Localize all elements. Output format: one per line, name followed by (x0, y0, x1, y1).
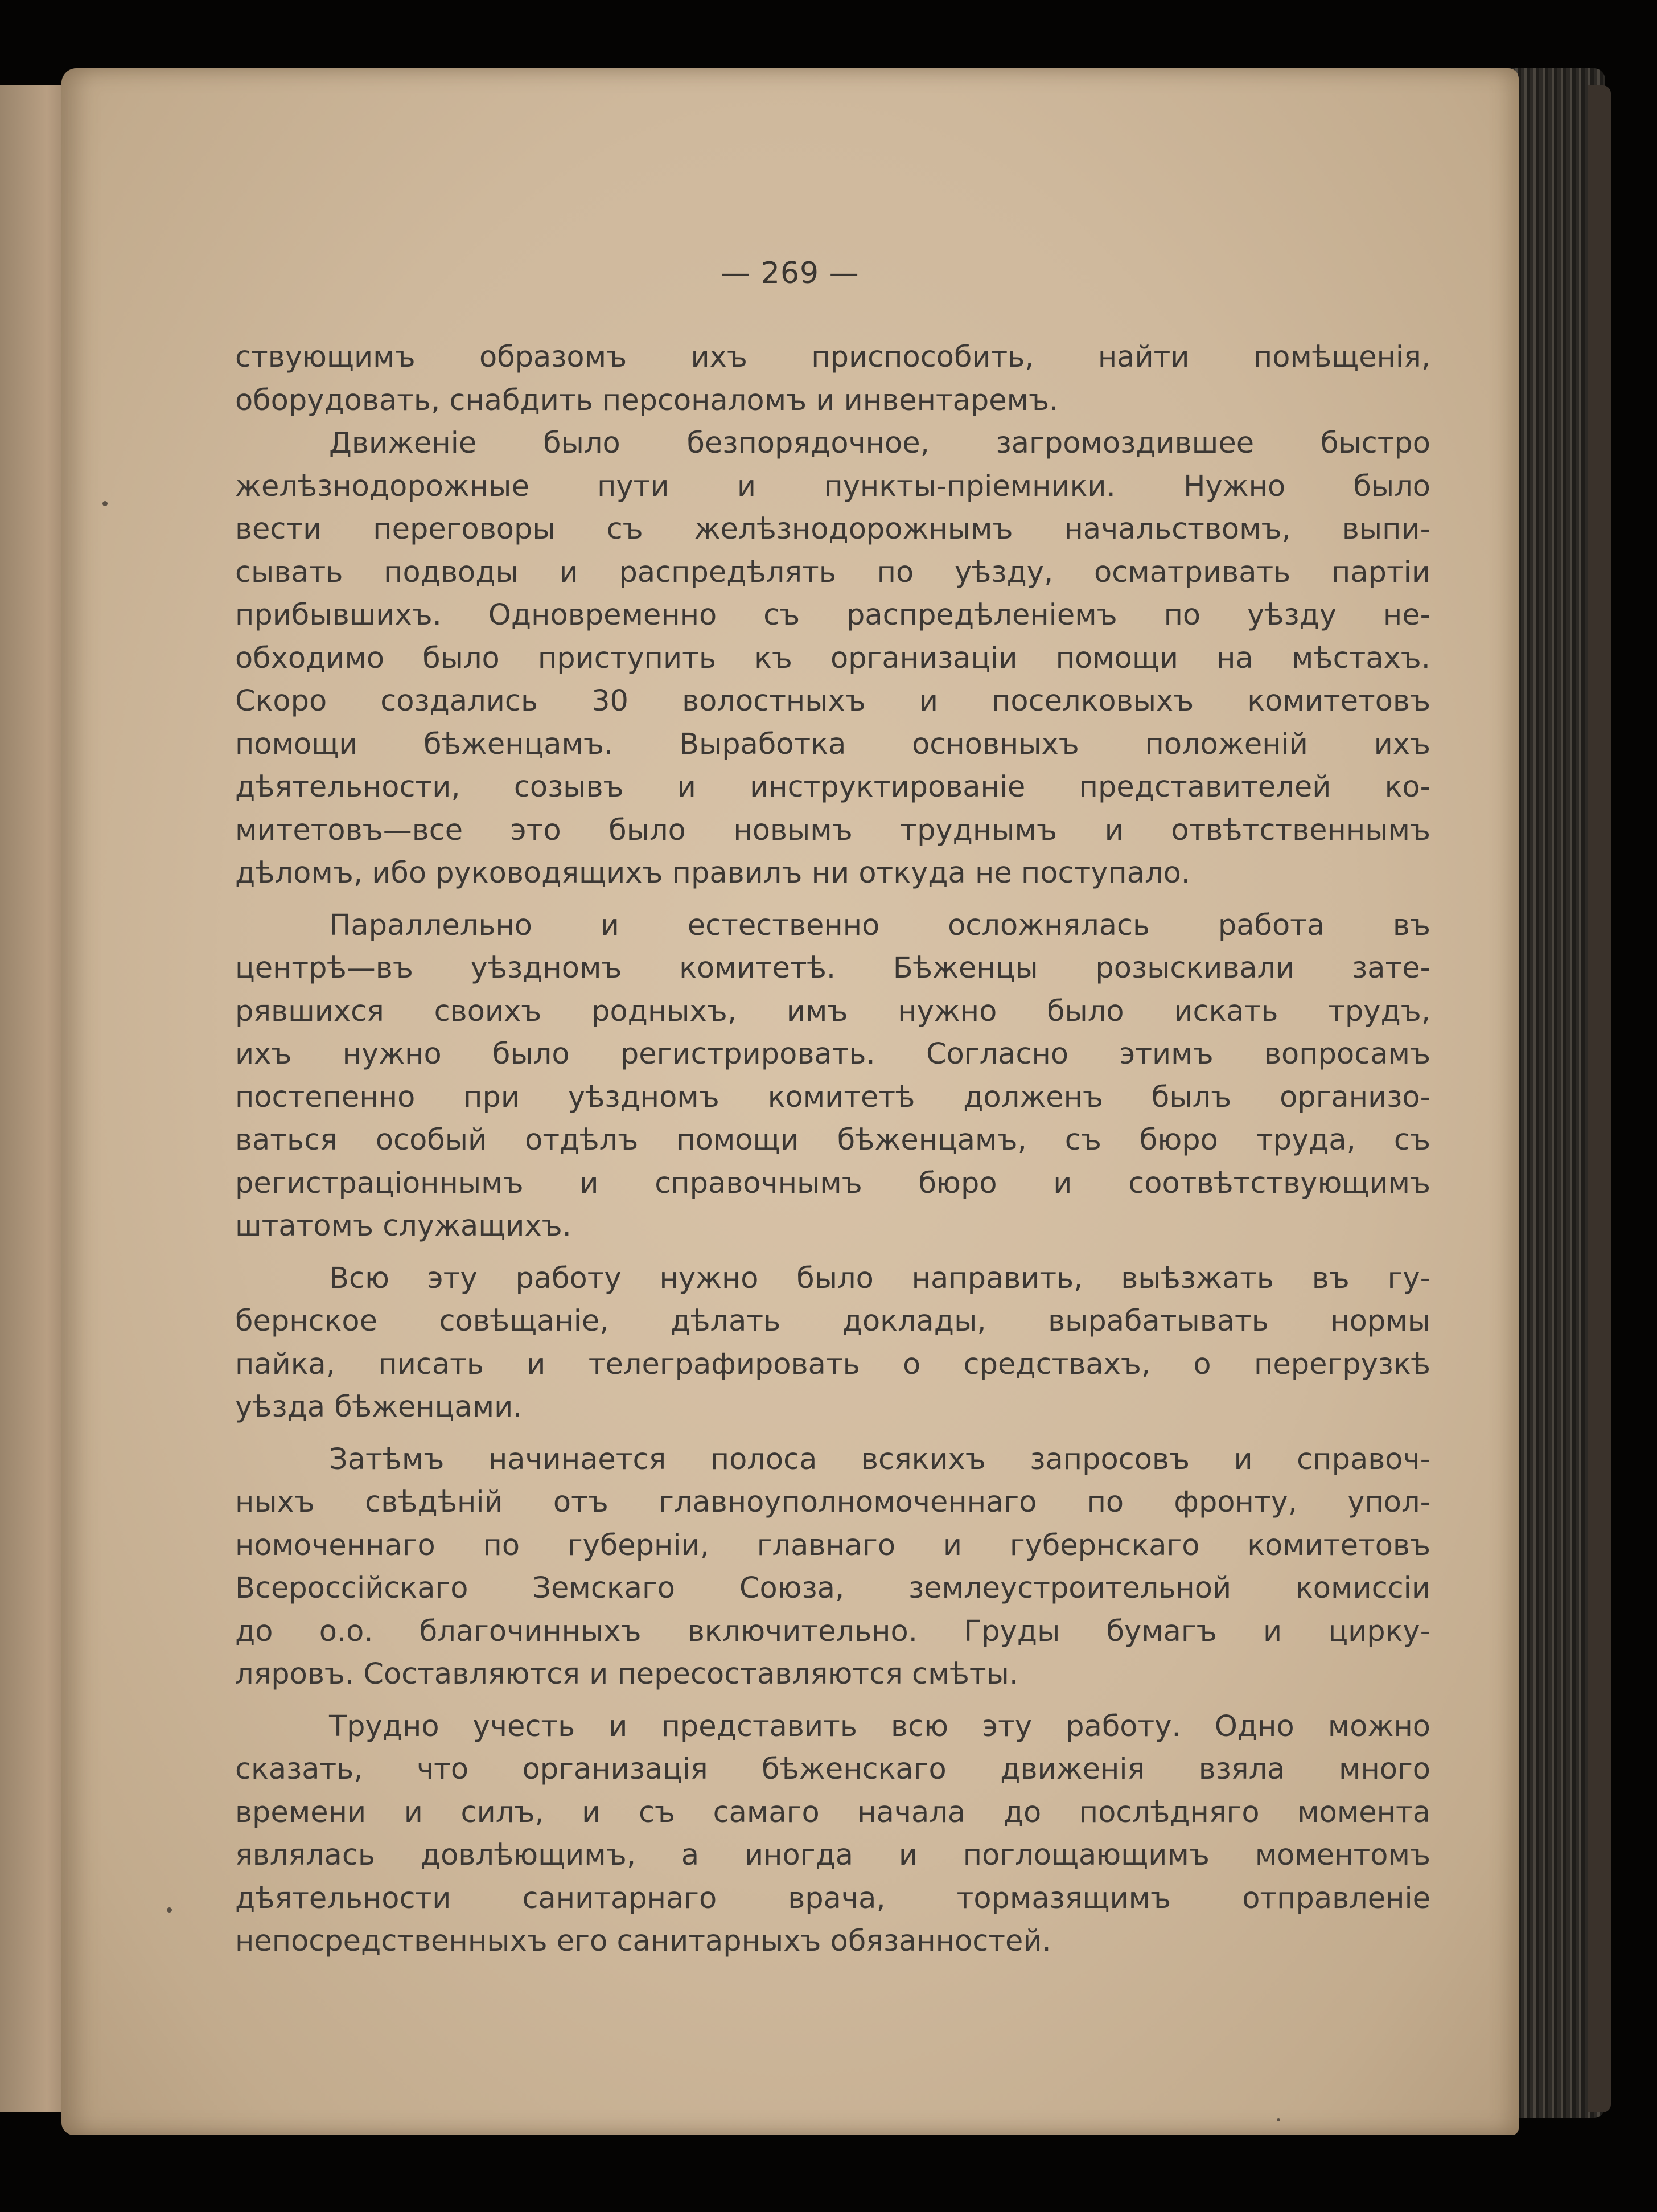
text-line: Скоро создались 30 волостныхъ и поселковыхъ комитетовъ (235, 684, 1430, 718)
paper-speck (102, 501, 108, 506)
text-line: бернское совѣщаніе, дѣлать доклады, вырабатывать нормы (235, 1304, 1430, 1338)
paper-speck (1277, 2118, 1280, 2121)
text-line: ваться особый отдѣлъ помощи бѣженцамъ, съ бюро труда, съ (235, 1123, 1430, 1157)
text-line: сказать, что организація бѣженскаго движенія взяла много (235, 1753, 1430, 1786)
text-line: до о.о. благочинныхъ включительно. Груды бумагъ и цирку- (235, 1614, 1430, 1648)
text-line: дѣятельности санитарнаго врача, тормазящимъ отправленіе (235, 1881, 1430, 1915)
text-line: пайка, писать и телеграфировать о средствахъ, о перегрузкѣ (235, 1347, 1430, 1381)
text-line: Трудно учесть и представить всю эту работу. Одно можно (329, 1709, 1430, 1743)
text-line: штатомъ служащихъ. (235, 1209, 571, 1243)
text-line: ствующимъ образомъ ихъ приспособить, найти помѣщенія, (235, 340, 1430, 374)
body-text (235, 336, 1430, 1963)
text-line: дѣломъ, ибо руководящихъ правилъ ни откуда не поступало. (235, 856, 1190, 890)
paragraph-gap (235, 1696, 1430, 1705)
text-line: центрѣ—въ уѣздномъ комитетѣ. Бѣженцы розыскивали зате- (235, 951, 1430, 985)
text-line: дѣятельности, созывъ и инструктированіе представителей ко- (235, 770, 1430, 804)
text-line: оборудовать, снабдить персоналомъ и инвентаремъ. (235, 383, 1059, 417)
text-line: Всероссійскаго Земскаго Союза, землеустроительной комиссіи (235, 1571, 1430, 1605)
paragraph-gap (235, 1429, 1430, 1438)
text-line: прибывшихъ. Одновременно съ распредѣленіемъ по уѣзду не- (235, 598, 1430, 632)
text-line: Всю эту работу нужно было направить, выѣзжать въ гу- (329, 1261, 1430, 1295)
page-number: — 269 — (721, 256, 860, 290)
text-line: помощи бѣженцамъ. Выработка основныхъ положеній ихъ (235, 727, 1430, 761)
paragraph-gap (235, 1248, 1430, 1257)
text-line: являлась довлѣющимъ, а иногда и поглощающимъ моментомъ (235, 1838, 1430, 1872)
text-line: рявшихся своихъ родныхъ, имъ нужно было искать трудъ, (235, 994, 1430, 1028)
text-line: времени и силъ, и съ самаго начала до послѣдняго момента (235, 1795, 1430, 1829)
text-line: митетовъ—все это было новымъ труднымъ и отвѣтственнымъ (235, 813, 1430, 847)
text-line: обходимо было приступить къ организаціи помощи на мѣстахъ. (235, 641, 1430, 675)
text-line: ныхъ свѣдѣній отъ главноуполномоченнаго по фронту, упол- (235, 1485, 1430, 1519)
text-line: Движеніе было безпорядочное, загромоздившее быстро (329, 426, 1430, 460)
text-line: сывать подводы и распредѣлять по уѣзду, осматривать партіи (235, 555, 1430, 589)
text-line: уѣзда бѣженцами. (235, 1390, 523, 1424)
text-line: постепенно при уѣздномъ комитетѣ долженъ былъ организо- (235, 1080, 1430, 1114)
text-line: Затѣмъ начинается полоса всякихъ запросовъ и справоч- (329, 1442, 1430, 1476)
text-line: желѣзнодорожные пути и пункты-пріемники. Нужно было (235, 469, 1430, 503)
book-cover-edge (1588, 85, 1611, 2112)
text-line: Параллельно и естественно осложнялась работа въ (329, 908, 1430, 942)
paper-speck (167, 1907, 172, 1913)
text-line: непосредственныхъ его санитарныхъ обязанностей. (235, 1924, 1051, 1958)
text-line: регистраціоннымъ и справочнымъ бюро и соотвѣтствующимъ (235, 1166, 1430, 1200)
text-line: номоченнаго по губерніи, главнаго и губернскаго комитетовъ (235, 1528, 1430, 1562)
text-line: ихъ нужно было регистрировать. Согласно этимъ вопросамъ (235, 1037, 1430, 1071)
book-page (61, 68, 1519, 2135)
text-line: ляровъ. Составляются и пересоставляются смѣты. (235, 1657, 1019, 1691)
text-line: вести переговоры съ желѣзнодорожнымъ начальствомъ, выпи- (235, 512, 1430, 546)
paragraph-gap (235, 895, 1430, 904)
